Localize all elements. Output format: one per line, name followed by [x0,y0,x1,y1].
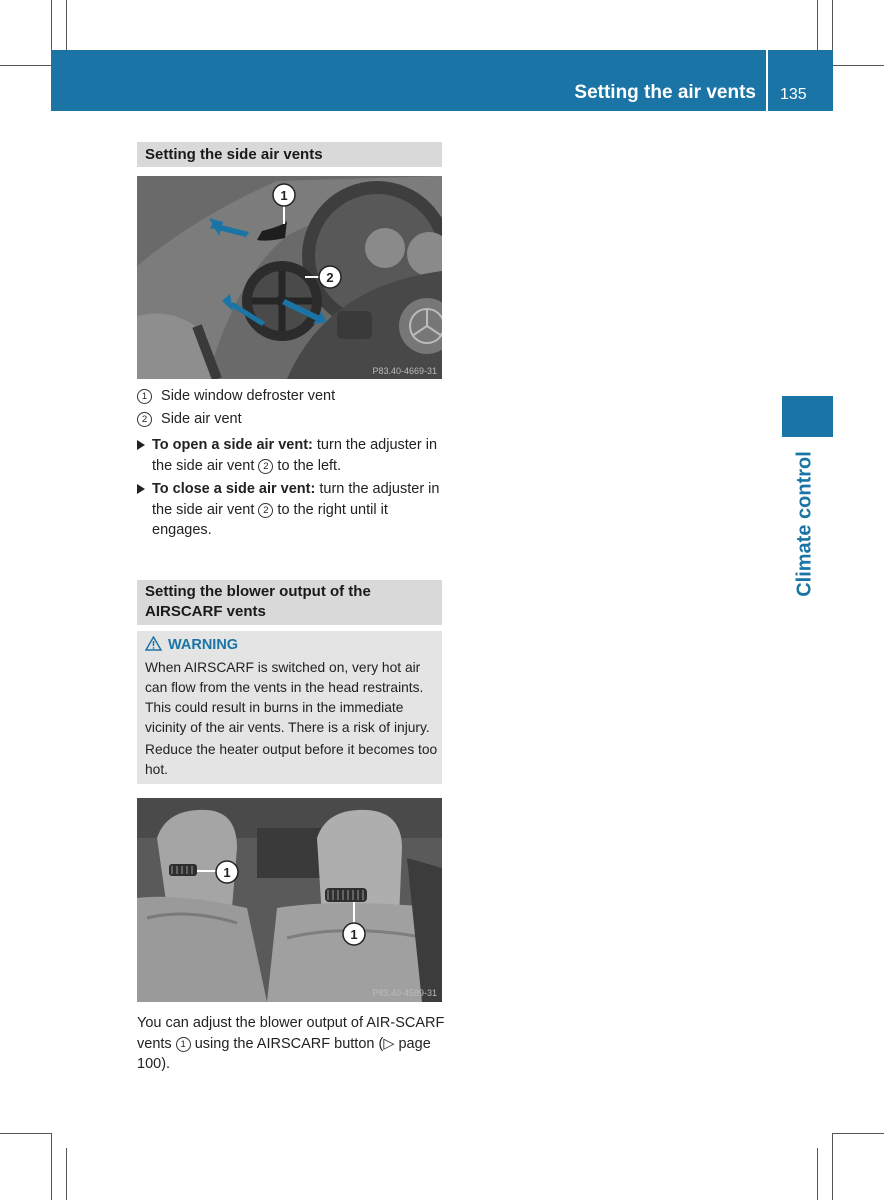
callout-2: 2 [326,270,334,285]
crop-mark [832,0,833,50]
side-air-vent-illustration [137,176,442,379]
callout-1: 1 [223,865,231,880]
crop-mark [833,65,884,66]
callout-number: 1 [176,1037,191,1052]
crop-mark [817,1148,818,1200]
chapter-label: Climate control [793,451,816,597]
crop-mark [51,0,52,50]
crop-mark [51,1133,52,1200]
crop-mark [66,1148,67,1200]
callout-1: 1 [350,927,358,942]
crop-mark [817,0,818,50]
step-arrow-icon [137,484,145,494]
section-heading: Setting the blower output of the AIRSCARF vents [137,580,442,625]
step-label: To open a side air vent: [152,437,313,453]
warning-triangle-icon [145,636,162,651]
callout-1: 1 [280,188,288,203]
legend-text: Side window defroster vent [161,388,336,404]
crop-mark [0,1133,51,1134]
callout-number: 1 [137,389,152,404]
page-reference-icon: ▷ [383,1035,395,1052]
image-code: P83.40-4669-31 [372,366,437,376]
step-arrow-icon [137,440,145,450]
legend-text: Side air vent [161,411,242,427]
crop-mark [832,1133,833,1200]
header-divider [766,50,768,111]
warning-paragraph: Reduce the heater output before it becomes too hot. [145,742,438,777]
airscarf-seats-illustration [137,798,442,1002]
page-reference-link[interactable]: page 100). [137,1035,431,1072]
image-code: P83.40-4589-31 [372,988,437,998]
section-heading: Setting the side air vents [137,142,442,167]
chapter-tab [782,396,833,437]
callout-number: 2 [258,503,273,518]
warning-paragraph: When AIRSCARF is switched on, very hot air can flow from the vents in the head restraints. This could result in burns in the immediate vicinity of the air vents. There is a risk of injury. [145,660,430,735]
crop-mark [0,65,51,66]
legend-item [137,386,335,406]
warning-title: WARNING [145,636,238,653]
step-label: To close a side air vent: [152,481,316,497]
instruction-step: To close a side air vent: turn the adjuster in the side air vent 2 to the right until it engages. [137,479,447,541]
callout-number: 2 [258,459,273,474]
page-number: 135 [780,86,807,103]
body-paragraph: You can adjust the blower output of AIR-SCARF vents 1 using the AIRSCARF button (▷ page 100). [137,1015,445,1072]
instruction-step: To open a side air vent: turn the adjuster in the side air vent 2 to the left. [137,435,447,476]
crop-mark [833,1133,884,1134]
callout-number: 2 [137,412,152,427]
page-title: Setting the air vents [574,82,756,103]
crop-mark [66,0,67,50]
legend-item [137,409,242,429]
